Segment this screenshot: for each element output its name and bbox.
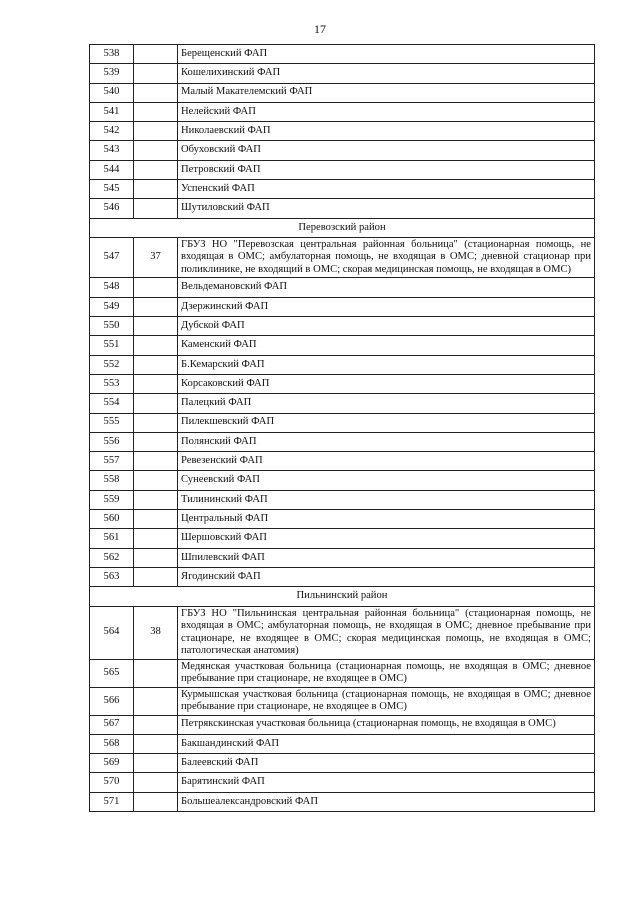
facility-name: Дзержинский ФАП: [178, 297, 595, 316]
table-row: [90, 687, 595, 715]
row-number: 563: [90, 567, 134, 586]
row-number: 566: [90, 687, 134, 715]
institution-code: [134, 102, 178, 121]
row-number: 550: [90, 317, 134, 336]
institution-code: [134, 141, 178, 160]
institution-code: [134, 490, 178, 509]
table-row: [90, 278, 595, 297]
row-number: 558: [90, 471, 134, 490]
table-row: [90, 773, 595, 792]
facility-name: Корсаковский ФАП: [178, 374, 595, 393]
table-row: [90, 160, 595, 179]
facility-name: Обуховский ФАП: [178, 141, 595, 160]
facility-name: Каменский ФАП: [178, 336, 595, 355]
table-row: [90, 567, 595, 586]
row-number: 559: [90, 490, 134, 509]
facility-name: Петровский ФАП: [178, 160, 595, 179]
table-row: [90, 529, 595, 548]
facility-name: Петрякскинская участковая больница (стационарная помощь, не входящая в ОМС): [178, 715, 595, 734]
district-name: Пильнинский район: [90, 587, 595, 606]
table-row: [90, 317, 595, 336]
row-number: 557: [90, 452, 134, 471]
row-number: 561: [90, 529, 134, 548]
table-row: [90, 792, 595, 811]
district-header-row: [90, 218, 595, 237]
facility-name: Бакшандинский ФАП: [178, 734, 595, 753]
row-number: 549: [90, 297, 134, 316]
facility-name: Тилининский ФАП: [178, 490, 595, 509]
row-number: 560: [90, 510, 134, 529]
facility-name: ГБУЗ НО "Пильнинская центральная районная больница" (стационарная помощь, не входящая в ОМС; амбулаторная помощь, не входящая в ОМС; дневное пребывание при стационаре, не входящее в ОМС; скорая медицинская помощь, не входящая в ОМС; патологическая анатомия): [178, 606, 595, 659]
institution-code: [134, 45, 178, 64]
institution-code: [134, 773, 178, 792]
row-number: 570: [90, 773, 134, 792]
row-number: 544: [90, 160, 134, 179]
facility-table: [89, 44, 595, 812]
row-number: 548: [90, 278, 134, 297]
table-row: [90, 122, 595, 141]
institution-code: [134, 452, 178, 471]
institution-code: [134, 567, 178, 586]
row-number: 546: [90, 199, 134, 218]
row-number: 569: [90, 754, 134, 773]
facility-name: Пилекшевский ФАП: [178, 413, 595, 432]
institution-code: [134, 122, 178, 141]
facility-name: Медянская участковая больница (стационарная помощь, не входящая в ОМС; дневное пребывание при стационаре, не входящее в ОМС): [178, 659, 595, 687]
facility-name: Успенский ФАП: [178, 180, 595, 199]
page-number: 17: [314, 22, 326, 36]
table-row: [90, 413, 595, 432]
district-name: Перевозский район: [90, 218, 595, 237]
row-number: 538: [90, 45, 134, 64]
facility-name: Полянский ФАП: [178, 432, 595, 451]
table-row: [90, 102, 595, 121]
table-row: [90, 452, 595, 471]
facility-name: Большеалександровский ФАП: [178, 792, 595, 811]
row-number: 567: [90, 715, 134, 734]
institution-code: [134, 199, 178, 218]
table-row: [90, 141, 595, 160]
institution-code: [134, 278, 178, 297]
row-number: 552: [90, 355, 134, 374]
facility-name: Николаевский ФАП: [178, 122, 595, 141]
institution-code: [134, 687, 178, 715]
table-row: [90, 659, 595, 687]
row-number: 554: [90, 394, 134, 413]
facility-name: Дубской ФАП: [178, 317, 595, 336]
table-row: [90, 510, 595, 529]
row-number: 545: [90, 180, 134, 199]
table-row: [90, 355, 595, 374]
table-row: [90, 754, 595, 773]
table-row: [90, 336, 595, 355]
institution-code: [134, 317, 178, 336]
institution-code: [134, 160, 178, 179]
table-row: [90, 64, 595, 83]
table-row: [90, 606, 595, 659]
table-row: [90, 374, 595, 393]
facility-name: Шутиловский ФАП: [178, 199, 595, 218]
facility-name: Малый Макателемский ФАП: [178, 83, 595, 102]
row-number: 562: [90, 548, 134, 567]
institution-code: [134, 355, 178, 374]
facility-name: ГБУЗ НО "Перевозская центральная районная больница" (стационарная помощь, не входящая в ОМС; амбулаторная помощь, не входящая в ОМС; дневной стационар при поликлинике, не входящий в ОМС; скорая медицинская помощь, не входящая в ОМС): [178, 237, 595, 278]
institution-code: [134, 432, 178, 451]
row-number: 556: [90, 432, 134, 451]
institution-code: [134, 413, 178, 432]
row-number: 540: [90, 83, 134, 102]
row-number: 547: [90, 237, 134, 278]
row-number: 555: [90, 413, 134, 432]
table-row: [90, 180, 595, 199]
facility-name: Б.Кемарский ФАП: [178, 355, 595, 374]
facility-name: Кошелихинский ФАП: [178, 64, 595, 83]
institution-code: 37: [134, 237, 178, 278]
table-row: [90, 548, 595, 567]
institution-code: 38: [134, 606, 178, 659]
row-number: 541: [90, 102, 134, 121]
facility-name: Вельдемановский ФАП: [178, 278, 595, 297]
institution-code: [134, 510, 178, 529]
institution-code: [134, 734, 178, 753]
institution-code: [134, 792, 178, 811]
institution-code: [134, 336, 178, 355]
institution-code: [134, 471, 178, 490]
institution-code: [134, 64, 178, 83]
table-row: [90, 471, 595, 490]
table-row: [90, 432, 595, 451]
row-number: 568: [90, 734, 134, 753]
row-number: 553: [90, 374, 134, 393]
table-row: [90, 394, 595, 413]
facility-name: Ягодинский ФАП: [178, 567, 595, 586]
table-row: [90, 715, 595, 734]
facility-name: Шпилевский ФАП: [178, 548, 595, 567]
district-header-row: [90, 587, 595, 606]
table-row: [90, 45, 595, 64]
row-number: 571: [90, 792, 134, 811]
facility-name: Палецкий ФАП: [178, 394, 595, 413]
facility-name: Центральный ФАП: [178, 510, 595, 529]
institution-code: [134, 529, 178, 548]
institution-code: [134, 297, 178, 316]
institution-code: [134, 715, 178, 734]
facility-table-body: [90, 45, 595, 812]
institution-code: [134, 754, 178, 773]
facility-name: Нелейский ФАП: [178, 102, 595, 121]
institution-code: [134, 659, 178, 687]
table-row: [90, 297, 595, 316]
institution-code: [134, 394, 178, 413]
institution-code: [134, 374, 178, 393]
row-number: 539: [90, 64, 134, 83]
facility-name: Барятинский ФАП: [178, 773, 595, 792]
table-row: [90, 734, 595, 753]
institution-code: [134, 548, 178, 567]
row-number: 542: [90, 122, 134, 141]
table-row: [90, 490, 595, 509]
facility-name: Сунеевский ФАП: [178, 471, 595, 490]
row-number: 543: [90, 141, 134, 160]
facility-name: Берещенский ФАП: [178, 45, 595, 64]
facility-name: Шершовский ФАП: [178, 529, 595, 548]
table-row: [90, 237, 595, 278]
row-number: 565: [90, 659, 134, 687]
facility-name: Курмышская участковая больница (стационарная помощь, не входящая в ОМС; дневное пребывание при стационаре, не входящее в ОМС): [178, 687, 595, 715]
institution-code: [134, 83, 178, 102]
facility-name: Балеевский ФАП: [178, 754, 595, 773]
table-row: [90, 199, 595, 218]
table-row: [90, 83, 595, 102]
row-number: 551: [90, 336, 134, 355]
institution-code: [134, 180, 178, 199]
facility-name: Ревезенский ФАП: [178, 452, 595, 471]
row-number: 564: [90, 606, 134, 659]
